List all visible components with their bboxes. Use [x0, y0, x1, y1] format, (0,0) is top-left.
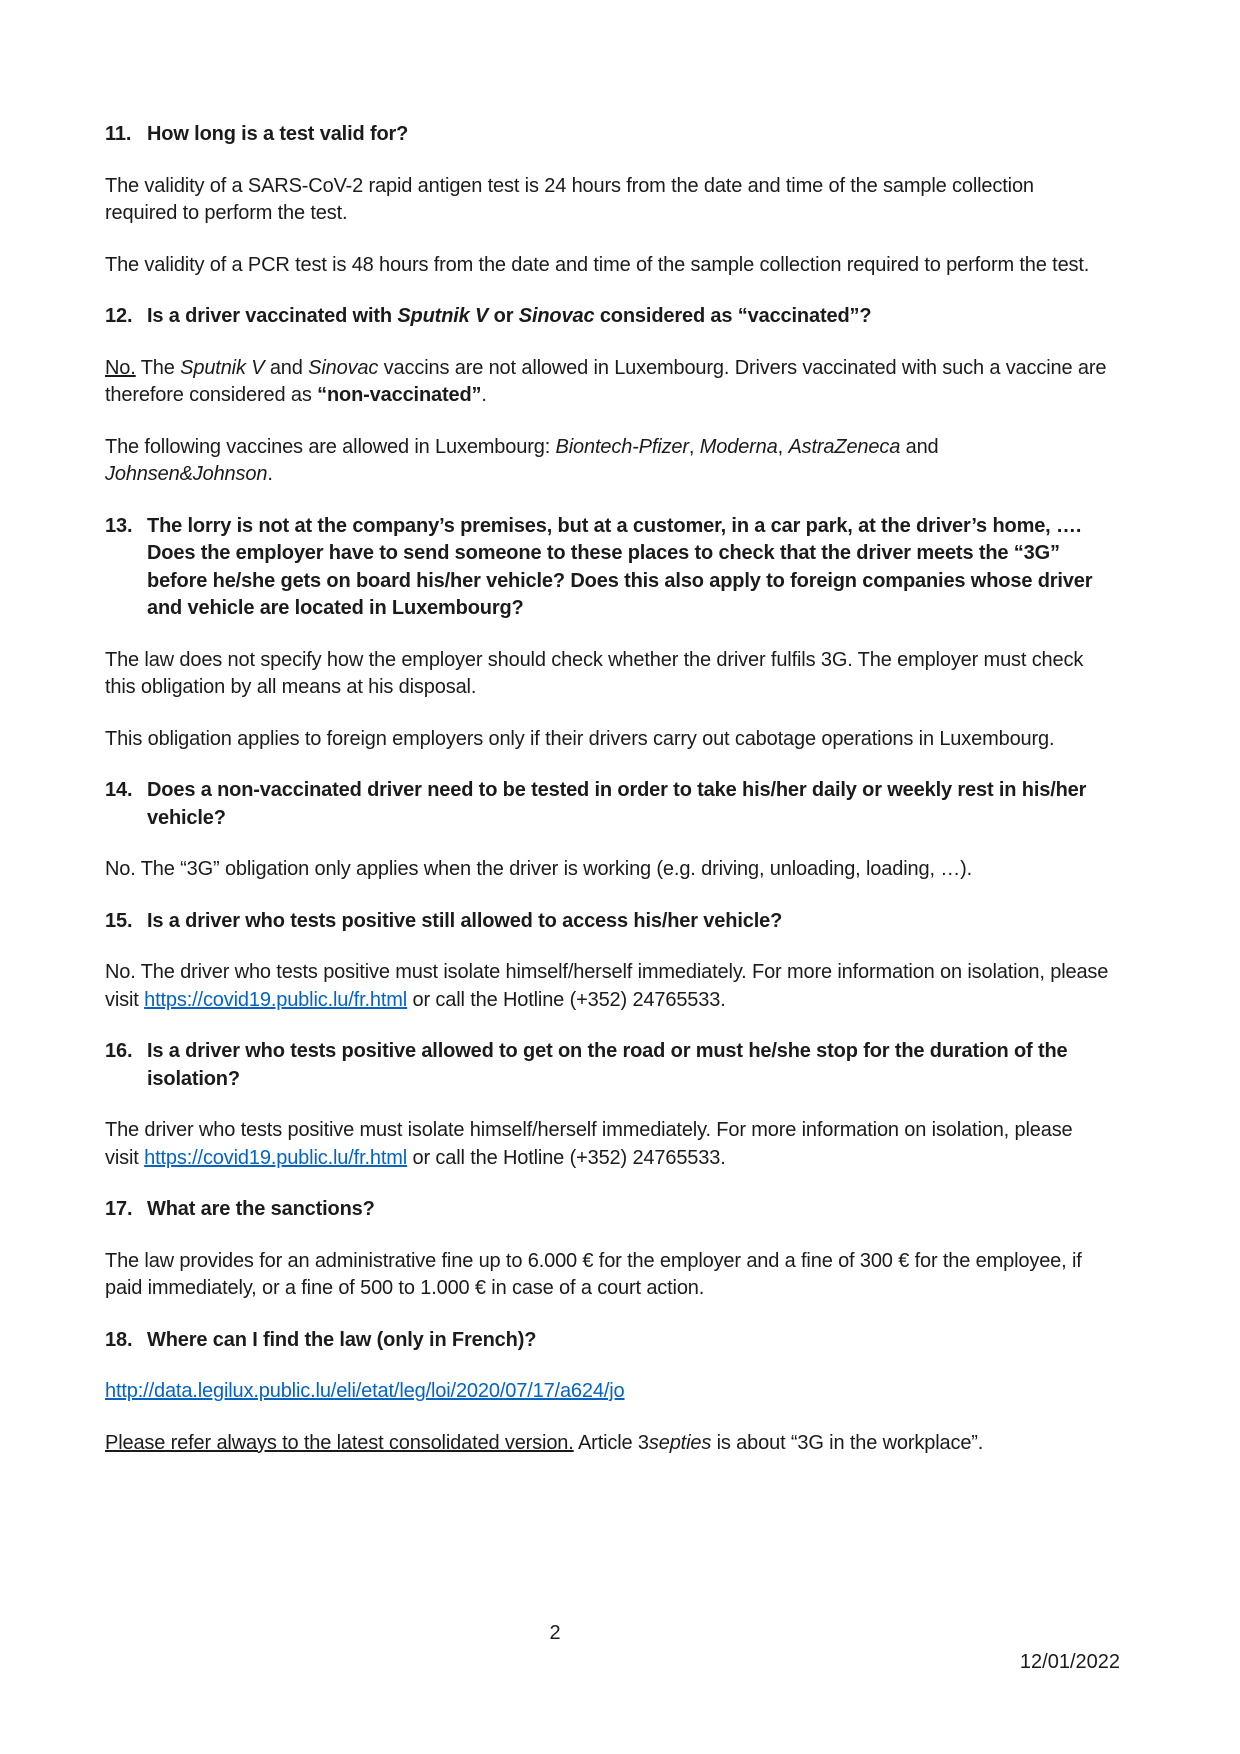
- question-number: 16.: [105, 1040, 133, 1062]
- question-heading: [105, 1038, 1111, 1093]
- text-run: septies: [648, 1431, 712, 1454]
- text-run: Is a driver who tests positive allowed to get on the road or must he/she stop for the duration of the isolation?: [147, 1040, 1068, 1090]
- text-run: Article 3: [573, 1431, 649, 1454]
- text-run: Sputnik V: [180, 356, 265, 379]
- text-run: or call the Hotline (+352) 24765533.: [407, 1146, 726, 1169]
- paragraph: [105, 173, 1111, 228]
- text-run: The law does not specify how the employer should check whether the driver fulfils 3G. The employer must check this obligation by all means at his disposal.: [105, 648, 1084, 698]
- text-run: No. The “3G” obligation only applies when the driver is working (e.g. driving, unloading, loading, …).: [105, 858, 973, 880]
- paragraph: [105, 1430, 1111, 1458]
- question-text: [147, 303, 1111, 331]
- hyperlink[interactable]: https://covid19.public.lu/fr.html: [144, 988, 408, 1011]
- text-run: The driver who tests positive must isolate himself/herself immediately. For more information on isolation, please visit: [105, 1119, 1073, 1169]
- paragraph: [105, 1117, 1111, 1172]
- text-run: “non-vaccinated”: [317, 384, 482, 406]
- question-text: [147, 1038, 1111, 1093]
- paragraph: [105, 1248, 1111, 1303]
- text-run: What are the sanctions?: [147, 1198, 375, 1220]
- question-text: [147, 1196, 1111, 1224]
- paragraph: [105, 959, 1111, 1014]
- question-heading: [105, 121, 1111, 149]
- question-text: [147, 777, 1111, 832]
- text-run: The validity of a PCR test is 48 hours from the date and time of the sample collection required to perform the test.: [105, 253, 1090, 276]
- question-text: [147, 908, 1111, 936]
- text-run: How long is a test valid for?: [147, 123, 409, 145]
- text-run: or call the Hotline (+352) 24765533.: [407, 988, 726, 1011]
- question-heading: [105, 303, 1111, 331]
- text-run: ,: [777, 435, 789, 458]
- paragraph: [105, 726, 1111, 754]
- document-body: [105, 121, 1111, 1481]
- question-heading: [105, 777, 1111, 832]
- footer-page-number: 2: [549, 1622, 561, 1644]
- text-run: .: [267, 463, 273, 485]
- question-text: [147, 1327, 1111, 1355]
- question-number: 15.: [105, 909, 133, 932]
- paragraph: [105, 434, 1111, 489]
- hyperlink[interactable]: https://covid19.public.lu/fr.html: [144, 1146, 408, 1169]
- paragraph: [105, 252, 1111, 280]
- text-run: Biontech-Pfizer: [555, 435, 689, 458]
- question-heading: [105, 908, 1111, 936]
- text-run: The validity of a SARS-CoV-2 rapid antigen test is 24 hours from the date and time of the sample collection required to perform the test.: [105, 174, 1034, 224]
- question-number: 12.: [105, 305, 133, 327]
- text-run: AstraZeneca: [788, 435, 901, 458]
- question-heading: [105, 1196, 1111, 1224]
- hyperlink[interactable]: http://data.legilux.public.lu/eli/etat/leg/loi/2020/07/17/a624/jo: [105, 1380, 625, 1402]
- text-run: This obligation applies to foreign employers only if their drivers carry out cabotage operations in Luxembourg.: [105, 727, 1055, 750]
- question-heading: [105, 1327, 1111, 1355]
- text-run: Is a driver who tests positive still allowed to access his/her vehicle?: [147, 909, 783, 932]
- text-run: Where can I find the law (only in French)?: [147, 1328, 537, 1351]
- text-run: No. The driver who tests positive must isolate himself/herself immediately. For more information on isolation, please visit: [105, 961, 1109, 1011]
- question-number: 11.: [105, 123, 132, 145]
- footer-date: 12/01/2022: [1019, 1651, 1120, 1673]
- text-run: Johnsen&Johnson: [105, 463, 268, 485]
- text-run: Sinovac: [518, 305, 595, 327]
- text-run: Moderna: [699, 435, 778, 458]
- paragraph: [105, 647, 1111, 702]
- text-run: The: [135, 356, 181, 379]
- question-heading: [105, 513, 1111, 623]
- text-run: The lorry is not at the company’s premises, but at a customer, in a car park, at the driver’s home, …. Does the employer have to send someone to these places to check that the driver meets the “3G” before he/she gets on board his/her vehicle? Does this also apply to foreign companies whose driver and vehicle are located in Luxembourg?: [147, 514, 1093, 619]
- question-number: 13.: [105, 514, 133, 537]
- text-run: Sinovac: [308, 356, 379, 379]
- text-run: ,: [688, 435, 700, 458]
- text-run: or: [488, 305, 519, 327]
- paragraph: [105, 355, 1111, 410]
- text-run: Does a non-vaccinated driver need to be tested in order to take his/her daily or weekly rest in his/her vehicle?: [147, 779, 1087, 829]
- text-run: Sputnik V: [397, 305, 489, 327]
- text-run: The following vaccines are allowed in Luxembourg:: [105, 435, 556, 458]
- text-run: .: [481, 384, 487, 406]
- question-number: 14.: [105, 779, 133, 801]
- text-run: is about “3G in the workplace”.: [711, 1431, 984, 1454]
- text-run: The law provides for an administrative fine up to 6.000 € for the employer and a fine of 300 € for the employee, if paid immediately, or a fine of 500 to 1.000 € in case of a court action.: [105, 1249, 1082, 1299]
- paragraph: [105, 1378, 1111, 1406]
- text-run: considered as “vaccinated”?: [594, 305, 872, 327]
- text-run: and: [264, 356, 309, 379]
- question-number: 18.: [105, 1328, 133, 1351]
- text-run: Please refer always to the latest consolidated version.: [105, 1431, 574, 1454]
- text-run: and: [900, 435, 939, 458]
- paragraph: [105, 856, 1111, 884]
- question-number: 17.: [105, 1198, 133, 1220]
- question-text: [147, 121, 1111, 149]
- text-run: vaccins are not allowed in Luxembourg. Drivers vaccinated with such a vaccine are therefore considered as: [105, 356, 1107, 406]
- text-run: Is a driver vaccinated with: [147, 305, 398, 327]
- text-run: No.: [105, 356, 136, 379]
- question-text: [147, 513, 1111, 623]
